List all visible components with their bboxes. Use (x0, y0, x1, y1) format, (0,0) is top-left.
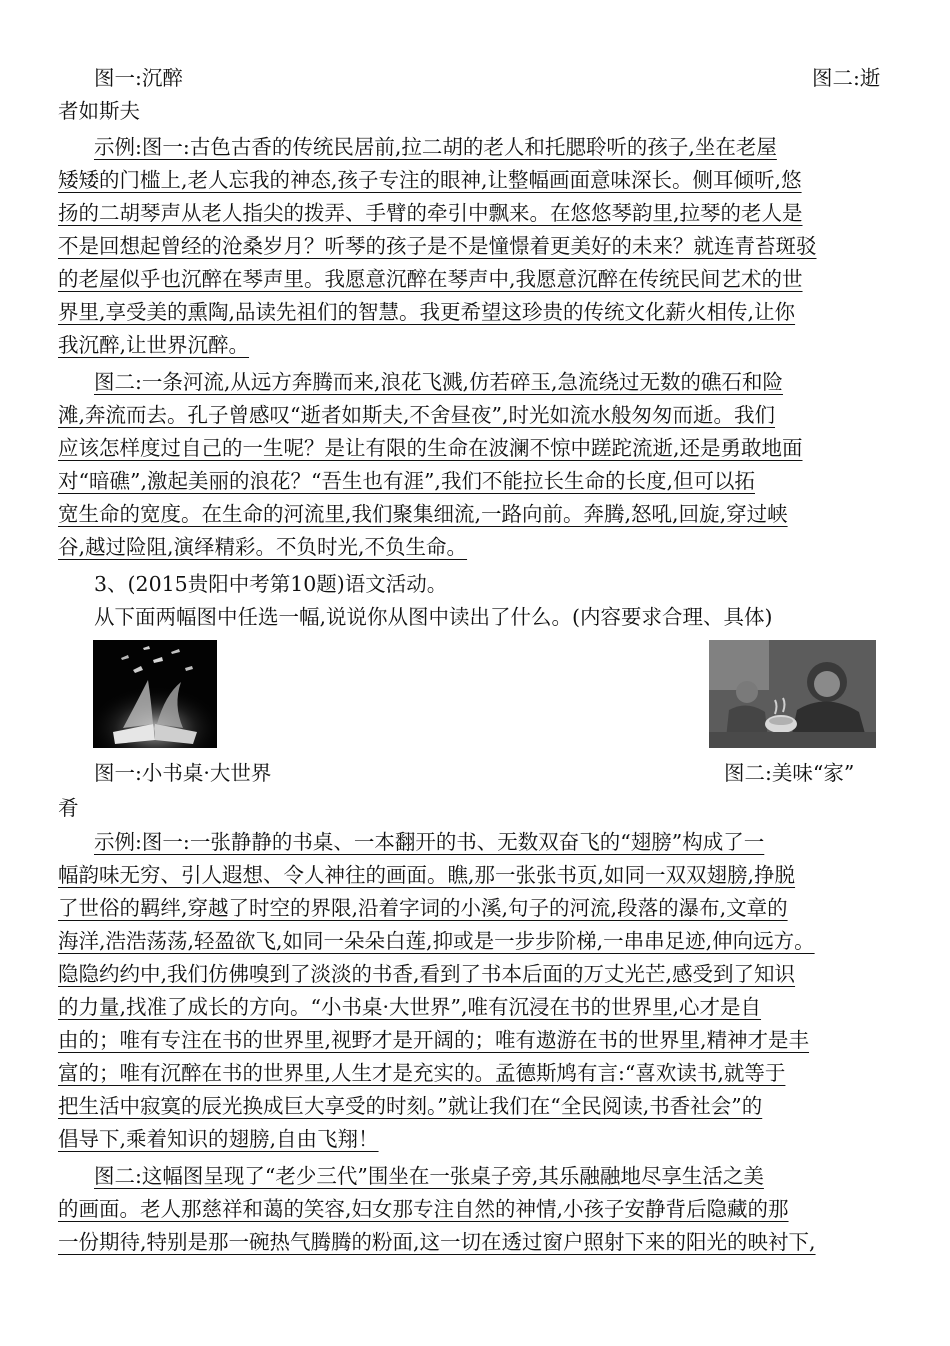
book-illustration (93, 640, 217, 748)
answer-line: 对“暗礁”,激起美丽的浪花？“吾生也有涯”,我们不能拉长生命的长度,但可以拓 (58, 469, 755, 493)
answer-line: 海洋,浩浩荡荡,轻盈欲飞,如同一朵朵白莲,抑或是一步步阶梯,一串串足迹,伸向远方。 (58, 929, 815, 953)
answer-line: 滩,奔流而去。孔子曾感叹“逝者如斯夫,不舍昼夜”,时光如流水般匆匆而逝。我们 (58, 403, 776, 427)
answer-line: 的力量,找准了成长的方向。“小书桌·大世界”,唯有沉浸在书的世界里,心才是自 (58, 995, 762, 1019)
answer-line: 把生活中寂寞的辰光换成巨大享受的时刻。”就让我们在“全民阅读,书香社会”的 (58, 1094, 763, 1118)
answer-line: 矮矮的门槛上,老人忘我的神态,孩子专注的眼神,让整幅画面意味深长。侧耳倾听,悠 (58, 168, 802, 192)
answer-line: 图二:一条河流,从远方奔腾而来,浪花飞溅,仿若碎玉,急流绕过无数的礁石和险 (94, 370, 783, 394)
answer-line: 倡导下,乘着知识的翅膀,自由飞翔！ (58, 1127, 379, 1151)
answer-line: 的画面。老人那慈祥和蔼的笑容,妇女那专注自然的神情,小孩子安静背后隐藏的那 (58, 1197, 789, 1221)
answer-line: 扬的二胡琴声从老人指尖的拨弄、手臂的牵引中飘来。在悠悠琴韵里,拉琴的老人是 (58, 201, 803, 225)
answer-line: 界里,享受美的熏陶,品读先祖们的智慧。我更希望这珍贵的传统文化薪火相传,让你 (58, 300, 796, 324)
answer-line: 谷,越过险阻,演绎精彩。不负时光,不负生命。 (58, 535, 468, 559)
question-title: 3、(2015贵阳中考第10题)语文活动。 (94, 572, 448, 596)
figure-two-caption: 图二:美味“家” (724, 761, 855, 785)
answer-line: 应该怎样度过自己的一生呢？是让有限的生命在波澜不惊中蹉跎流逝,还是勇敢地面 (58, 436, 803, 460)
book-and-wings-image (93, 640, 217, 748)
question-prompt: 从下面两幅图中任选一幅,说说你从图中读出了什么。(内容要求合理、具体) (94, 605, 773, 629)
figure-one-caption: 图一:沉醉 (94, 66, 183, 90)
answer-line: 我沉醉,让世界沉醉。 (58, 333, 250, 357)
answer-line: 宽生命的宽度。在生命的河流里,我们聚集细流,一路向前。奔腾,怒吼,回旋,穿过峡 (58, 502, 788, 526)
answer-line: 富的；唯有沉醉在书的世界里,人生才是充实的。孟德斯鸠有言:“喜欢读书,就等于 (58, 1061, 786, 1085)
answer-line: 图二:这幅图呈现了“老少三代”围坐在一张桌子旁,其乐融融地尽享生活之美 (94, 1164, 764, 1188)
family-meal-image (709, 640, 876, 748)
answer-line: 不是回想起曾经的沧桑岁月？听琴的孩子是不是憧憬着更美好的未来？就连青苔斑驳 (58, 234, 817, 258)
answer-line: 示例:图一:古色古香的传统民居前,拉二胡的老人和托腮聆听的孩子,坐在老屋 (94, 135, 777, 159)
figure-two-caption: 图二:逝 (812, 66, 881, 90)
answer-line: 隐隐约约中,我们仿佛嗅到了淡淡的书香,看到了书本后面的万丈光芒,感受到了知识 (58, 962, 796, 986)
figure-two-caption-continued: 肴 (58, 796, 79, 820)
answer-line: 的老屋似乎也沉醉在琴声里。我愿意沉醉在琴声中,我愿意沉醉在传统民间艺术的世 (58, 267, 803, 291)
answer-line: 幅韵味无穷、引人遐想、令人神往的画面。瞧,那一张张书页,如同一双双翅膀,挣脱 (58, 863, 796, 887)
answer-line: 由的；唯有专注在书的世界里,视野才是开阔的；唯有遨游在书的世界里,精神才是丰 (58, 1028, 810, 1052)
answer-line: 示例:图一:一张静静的书桌、一本翻开的书、无数双奋飞的“翅膀”构成了一 (94, 830, 765, 854)
figure-one-caption: 图一:小书桌·大世界 (94, 761, 272, 785)
answer-line: 了世俗的羁绊,穿越了时空的界限,沿着字词的小溪,句子的河流,段落的瀑布,文章的 (58, 896, 788, 920)
family-illustration (709, 640, 876, 748)
figure-two-caption-continued: 者如斯夫 (58, 99, 140, 123)
answer-line: 一份期待,特别是那一碗热气腾腾的粉面,这一切在透过窗户照射下来的阳光的映衬下, (58, 1230, 816, 1254)
